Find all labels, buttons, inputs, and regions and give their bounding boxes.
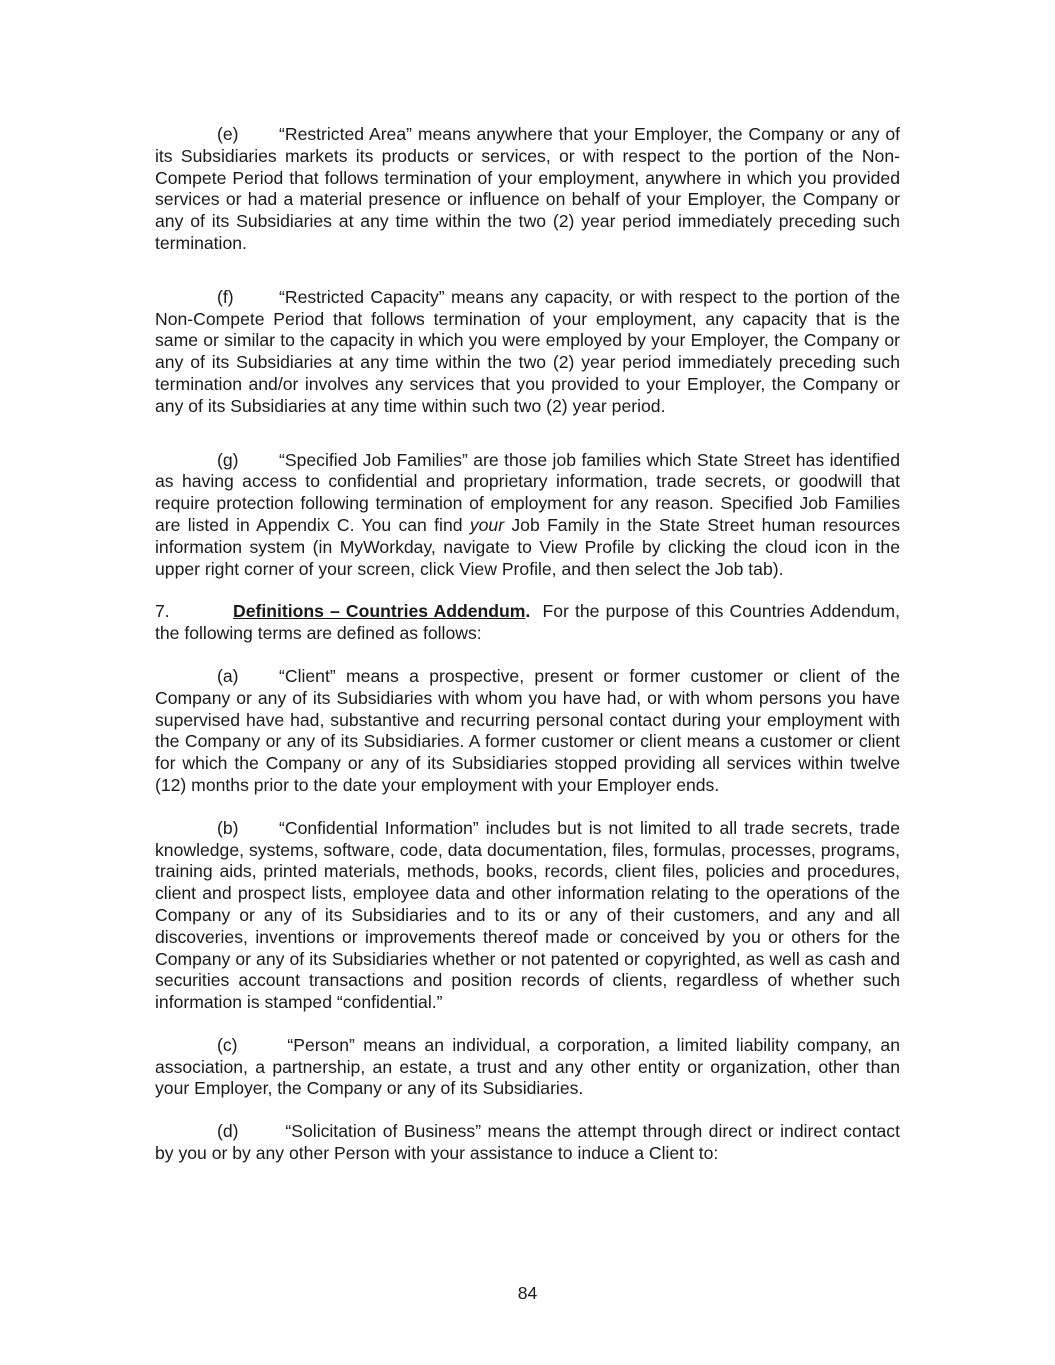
definition-a <box>155 666 900 797</box>
definition-text: “Client” means a prospective, present or former customer or client of the Company or any of its Subsidiaries with whom you have had, or with whom persons you have supervised have had, substantive and recurring personal contact during your employment with the Company or any of its Subsidiaries. A former customer or client means a customer or client for which the Company or any of its Subsidiaries stopped providing all services within twelve (12) months prior to the date your employment with your Employer ends. <box>155 665 900 795</box>
paragraph-marker: (f) <box>217 286 234 307</box>
document-page <box>155 124 905 1165</box>
paragraph-e <box>155 124 900 255</box>
paragraph-text: “Restricted Capacity” means any capacity, or with respect to the portion of the Non-Compete Period that follows termination of your employment, any capacity that is the same or similar to the capacity in which you were employed by your Employer, the Company or any of its Subsidiaries at any time within the two (2) year period immediately preceding such termination and/or involves any services that you provided to your Employer, the Company or any of its Subsidiaries at any time within such two (2) year period. <box>155 286 900 416</box>
section-number: 7. <box>155 601 170 622</box>
paragraph-f <box>155 287 900 418</box>
section-heading-punct: . <box>525 601 531 622</box>
definition-marker: (c) <box>217 1034 238 1055</box>
definition-text: “Solicitation of Business” means the attempt through direct or indirect contact by you or by any other Person with your assistance to induce a Client to: <box>155 1121 905 1164</box>
paragraph-text: “Restricted Area” means anywhere that your Employer, the Company or any of its Subsidiaries markets its products or services, or with respect to the portion of the Non-Compete Period that follows termination of your employment, anywhere in which you provided services or had a material presence or influence on behalf of your Employer, the Company or any of its Subsidiaries at any time within the two (2) year period immediately preceding such termination. <box>155 124 900 253</box>
definition-text: “Person” means an individual, a corporation, a limited liability company, an association, a partnership, an estate, a trust and any other entity or organization, other than your Employer, the Company or any of its Subsidiaries. <box>155 1034 905 1099</box>
page-number: 84 <box>517 1283 538 1303</box>
paragraph-text: “Specified Job Families” are those job families which State Street has identified as having access to confidential and proprietary information, trade secrets, or goodwill that require protection following termination of employment for any reason. Specified Job Families are listed in Appendix C. You can find <box>155 449 900 535</box>
paragraph-text-continued: Job Family in the State Street human resources information system (in MyWorkday, navigate to View Profile by clicking the cloud icon in the upper right corner of your screen, click View Profile, and then select the Job tab). <box>155 514 900 579</box>
definition-text: “Confidential Information” includes but is not limited to all trade secrets, trade knowledge, systems, software, code, data documentation, files, formulas, processes, programs, training aids, printed materials, methods, books, records, client files, policies and procedures, client and prospect lists, employee data and other information relating to the operations of the Company or any of its Subsidiaries and to its or any of their customers, and any and all discoveries, inventions or improvements thereof made or conceived by you or others for the Company or any of its Subsidiaries whether or not patented or copyrighted, as well as cash and securities account transactions and position records of clients, regardless of whether such information is stamped “confidential.” <box>155 817 900 1013</box>
definition-b <box>155 818 900 1014</box>
definition-c <box>155 1034 905 1100</box>
section-intro-text: For the purpose of this Countries Addendum, the following terms are defined as follows: <box>155 601 905 644</box>
definition-marker: (b) <box>217 817 239 838</box>
paragraph-g <box>155 450 900 581</box>
italic-word: your <box>469 514 505 535</box>
paragraph-marker: (e) <box>217 124 239 144</box>
definition-marker: (a) <box>217 665 239 686</box>
definition-marker: (d) <box>217 1121 239 1142</box>
section-heading: Definitions – Countries Addendum <box>233 601 526 622</box>
definition-d <box>155 1121 905 1165</box>
section-7 <box>155 601 905 645</box>
paragraph-marker: (g) <box>217 449 239 470</box>
